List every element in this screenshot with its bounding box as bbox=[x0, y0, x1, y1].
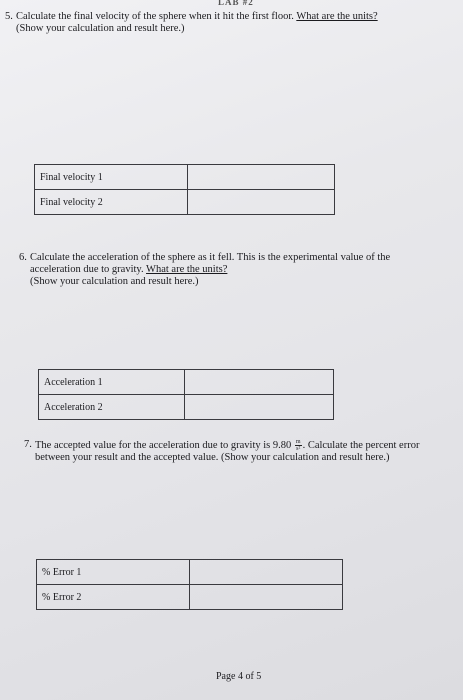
answer-cell[interactable] bbox=[190, 585, 343, 610]
question-number: 7. bbox=[24, 439, 32, 450]
row-label: Acceleration 2 bbox=[39, 395, 185, 420]
row-label: % Error 2 bbox=[37, 585, 190, 610]
table-row bbox=[35, 165, 335, 190]
page-number: Page 4 of 5 bbox=[216, 671, 262, 682]
unit-fraction bbox=[295, 439, 302, 452]
question-6-text: acceleration due to gravity. bbox=[30, 264, 147, 275]
unit-denominator: s² bbox=[296, 446, 301, 452]
question-7-text: The accepted value for the acceleration due to gravity is 9.80 bbox=[35, 439, 292, 451]
answer-cell[interactable] bbox=[190, 560, 343, 585]
table-row bbox=[37, 560, 343, 585]
question-7-line-1 bbox=[35, 439, 419, 452]
question-5-line-1 bbox=[16, 11, 378, 23]
units-prompt: What are the units? bbox=[296, 11, 378, 22]
row-label: Final velocity 2 bbox=[35, 190, 188, 215]
answer-cell[interactable] bbox=[188, 165, 335, 190]
question-number: 6. bbox=[19, 252, 27, 263]
table-row bbox=[39, 395, 334, 420]
unit-numerator: m bbox=[295, 439, 301, 445]
answer-cell[interactable] bbox=[185, 395, 334, 420]
row-label: Acceleration 1 bbox=[39, 370, 185, 395]
answer-cell[interactable] bbox=[188, 190, 335, 215]
row-label: % Error 1 bbox=[37, 560, 190, 585]
question-5-instruction: (Show your calculation and result here.) bbox=[16, 23, 185, 34]
table-row bbox=[37, 585, 343, 610]
question-6-line-1: Calculate the acceleration of the sphere as it fell. This is the experimental value of the bbox=[30, 252, 391, 263]
table-row bbox=[35, 190, 335, 215]
acceleration-table bbox=[38, 369, 334, 420]
question-7-text-cont: . Calculate the percent error bbox=[302, 439, 420, 451]
final-velocity-table bbox=[34, 164, 335, 215]
question-5 bbox=[5, 11, 378, 35]
question-6-instruction: (Show your calculation and result here.) bbox=[30, 276, 199, 287]
question-number: 5. bbox=[5, 11, 13, 22]
question-6 bbox=[19, 252, 390, 288]
row-label: Final velocity 1 bbox=[35, 165, 188, 190]
question-6-line-2 bbox=[30, 264, 390, 276]
answer-cell[interactable] bbox=[185, 370, 334, 395]
lab-header-mark: LAB #2 bbox=[218, 0, 254, 7]
table-row bbox=[39, 370, 334, 395]
question-7 bbox=[24, 439, 419, 464]
percent-error-table bbox=[36, 559, 343, 610]
question-7-line-2: between your result and the accepted value. (Show your calculation and result here.) bbox=[35, 452, 390, 463]
question-5-text: Calculate the final velocity of the sphere when it hit the first floor. bbox=[16, 11, 297, 22]
units-prompt: What are the units? bbox=[146, 264, 228, 275]
